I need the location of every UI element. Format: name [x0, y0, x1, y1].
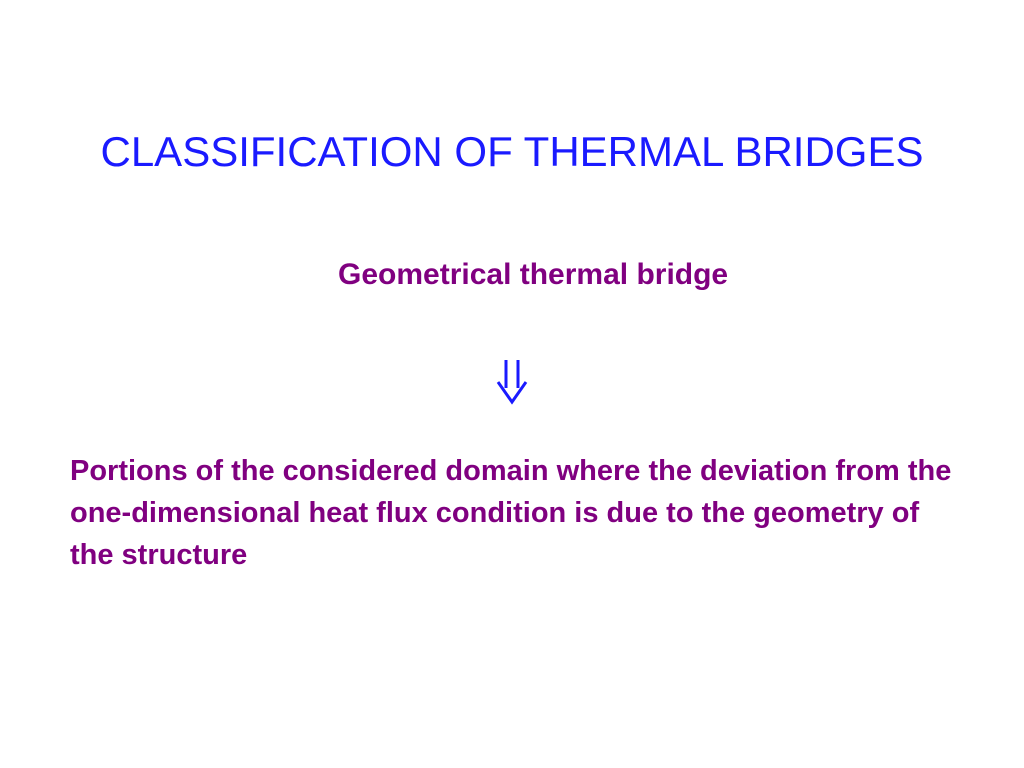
slide-body-text: Portions of the considered domain where the deviation from the one-dimensional heat flux condition is due to the geometry of the structure [70, 455, 952, 571]
double-down-arrow-icon [492, 354, 532, 410]
slide-title: CLASSIFICATION OF THERMAL BRIDGES [100, 128, 924, 175]
slide-subtitle: Geometrical thermal bridge [338, 258, 729, 291]
